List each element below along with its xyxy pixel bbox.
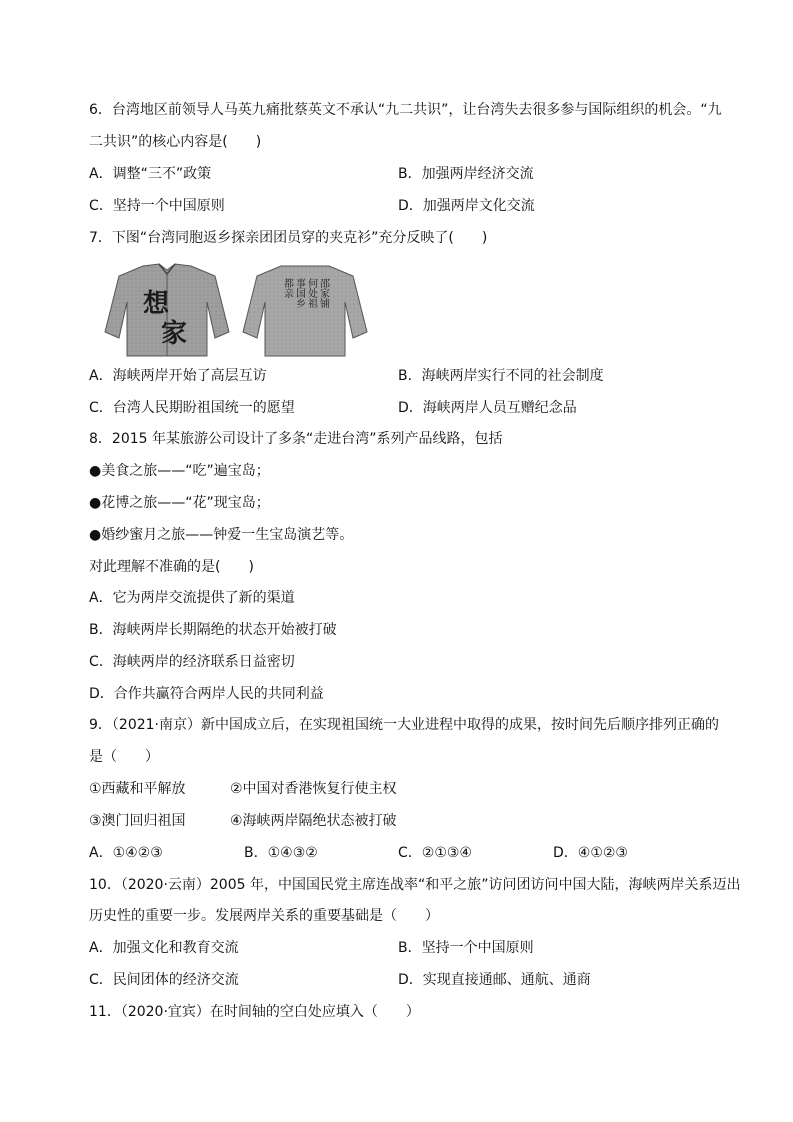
q10-option-b: B．坚持一个中国原则: [398, 940, 534, 956]
q7-option-a: A．海峡两岸开始了高层互访: [89, 368, 267, 384]
q8-option-c: C．海峡两岸的经济联系日益密切: [89, 654, 295, 670]
q9-item-4: ④海峡两岸隔绝状态被打破: [230, 813, 397, 829]
q9-stem-line1: 9．（2021·南京）新中国成立后，在实现祖国统一大业进程中取得的成果，按时间先后顺序排列正确的: [89, 717, 719, 733]
q10-option-a: A．加强文化和教育交流: [89, 940, 239, 956]
q9-option-d: D．④①②③: [553, 845, 628, 861]
q9-item-3: ③澳门回归祖国: [89, 813, 186, 829]
jacket-front-char1: 想: [143, 289, 170, 319]
q6-option-d: D．加强两岸文化交流: [398, 198, 535, 214]
q9-stem-line2: 是（ ）: [89, 749, 159, 765]
q7-stem: 7．下图“台湾同胞返乡探亲团团员穿的夹克衫”充分反映了( ): [89, 230, 488, 246]
q6-option-b: B．加强两岸经济交流: [398, 166, 534, 182]
q8-bullet-2: ●花博之旅——“花”现宝岛；: [89, 495, 270, 511]
q7-option-d: D．海峡两岸人员互赠纪念品: [398, 400, 577, 416]
q8-question: 对此理解不准确的是( ): [89, 559, 254, 575]
jacket-back-col2: 何处祖: [305, 278, 317, 308]
q7-jacket-image: [103, 262, 367, 362]
jacket-front-char2: 家: [161, 319, 188, 349]
q10-stem-line1: 10．（2020·云南）2005 年，中国国民党主席连战率“和平之旅”访问团访问中国大陆，海峡两岸关系迈出: [89, 877, 741, 893]
q10-option-c: C．民间团体的经济交流: [89, 972, 239, 988]
q8-option-b: B．海峡两岸长期隔绝的状态开始被打破: [89, 622, 337, 638]
q6-stem-line1: 6．台湾地区前领导人马英九痛批蔡英文不承认“九二共识”，让台湾失去很多参与国际组织的机会。“九: [89, 102, 722, 118]
jacket-back-image: [241, 262, 369, 360]
jacket-back-col3: 事国乡: [293, 278, 305, 308]
q10-option-d: D．实现直接通邮、通航、通商: [398, 972, 591, 988]
q6-option-c: C．坚持一个中国原则: [89, 198, 225, 214]
q9-item-2: ②中国对香港恢复行使主权: [230, 781, 397, 797]
q6-option-a: A．调整“三不”政策: [89, 166, 212, 182]
q6-stem-line2: 二共识”的核心内容是( ): [89, 134, 262, 150]
q9-option-b: B．①④③②: [244, 845, 318, 861]
q11-stem: 11．（2020·宜宾）在时间轴的空白处应填入（ ）: [89, 1004, 420, 1020]
q9-item-1: ①西藏和平解放: [89, 781, 186, 797]
q10-stem-line2: 历史性的重要一步。发展两岸关系的重要基础是（ ）: [89, 908, 439, 924]
q7-option-b: B．海峡两岸实行不同的社会制度: [398, 368, 604, 384]
q8-option-d: D．合作共赢符合两岸人民的共同利益: [89, 686, 324, 702]
q8-stem: 8．2015 年某旅游公司设计了多条“走进台湾”系列产品线路，包括: [89, 431, 503, 447]
q8-option-a: A．它为两岸交流提供了新的渠道: [89, 590, 295, 606]
q9-option-a: A．①④②③: [89, 845, 163, 861]
jacket-back-col4: 都亲: [281, 278, 293, 298]
q7-option-c: C．台湾人民期盼祖国统一的愿望: [89, 400, 295, 416]
jacket-front-image: [103, 262, 231, 360]
jacket-back-col1: 邵家铺: [317, 278, 329, 308]
q8-bullet-1: ●美食之旅——“吃”遍宝岛；: [89, 463, 270, 479]
q8-bullet-3: ●婚纱蜜月之旅——钟爱一生宝岛演艺等。: [89, 527, 354, 543]
q9-option-c: C．②①③④: [398, 845, 472, 861]
